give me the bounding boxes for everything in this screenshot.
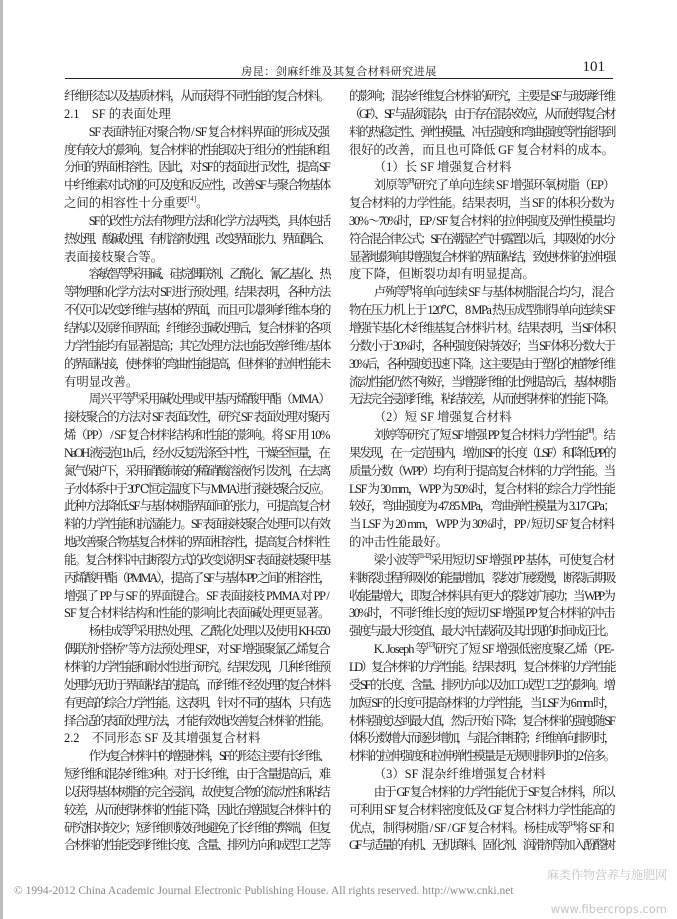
text-line: 纤维形态以及基质材料，从而获得不同性能的复合材料。 xyxy=(64,89,329,103)
left-column xyxy=(64,88,330,855)
text-line: 显著地影响其增强复合材料的界面粘结，致使材料的拉伸强 xyxy=(349,249,615,264)
text-line: 合材料的性能受到纤维长度、含量、排列方向和成型工艺等 xyxy=(64,838,330,853)
citation-ref: [6] xyxy=(132,391,138,400)
text-line: 料的力学性能和抗湿能力。SF 表面接枝聚合处理可以有效 xyxy=(64,517,330,532)
text-line: （GF）、SF 与晶须混杂，由于存在混杂效应，从而使得复合材 xyxy=(349,106,615,121)
text-line: 刘婷等研究了短 SF 增强 PP 复合材料力学性能[10]。结 xyxy=(373,427,615,443)
text-line: 容敏智等[5]采用碱、硅烷偶联剂、乙酰化、氰乙基化、热 xyxy=(88,266,330,282)
subsection-heading: （2）短 SF 增强复合材料 xyxy=(373,410,512,425)
text-line: 偶联剂“搭桥” 等方法预处理 SF，对 SF 增强聚氯乙烯复合 xyxy=(64,642,330,657)
paragraph xyxy=(64,213,330,267)
running-title: 房昆：剑麻纤维及其复合材料研究进展 xyxy=(241,66,437,78)
text-line: 分数小于 30%时，各种强度保持较好；当 SF 体积分数大于 xyxy=(349,338,615,353)
text-line: 有明显改善。 xyxy=(64,374,139,389)
text-line: 体积分数增大而逐步增加，与混合律相符；纤维单向排列时， xyxy=(349,731,614,746)
text-line: 加短 SF 的长度可提高材料的力学性能，当 LSF 为 6 mm 时， xyxy=(349,695,615,710)
text-line: 无法完全浸润纤维，粘结较差，从而使得材料的性能下降。 xyxy=(349,392,615,407)
citation-ref: [14] xyxy=(568,819,576,828)
paragraph xyxy=(349,641,615,766)
citation-ref: [9] xyxy=(406,284,412,293)
text-line: 的影响；混杂纤维复合材料的研究，主要是 SF 与玻璃纤维 xyxy=(349,89,615,103)
text-line: 表面接枝聚合等。 xyxy=(64,249,164,264)
text-line: 以获得基体树脂的完全浸润，故使复合物的流动性和粘结 xyxy=(64,784,329,799)
text-line: GF 与适量的有机、无机填料、固化剂、润滑剂等加入酚醛树 xyxy=(349,838,614,853)
text-line: 刘原等[8]研究了单向连续 SF 增强环氧树脂（EP） xyxy=(373,177,615,193)
text-line: 材料强度达到最大值，然后开始下降；复合材料的强度随 SF xyxy=(349,713,614,728)
text-line: LD）复合材料的力学性能。结果表明，复合材料的力学性能 xyxy=(349,660,615,674)
text-line: 地改善聚合物基复合材料的界面相容性，提高复合材料性 xyxy=(64,535,329,550)
paragraph xyxy=(64,748,330,855)
text-line: 不仅可以改变纤维与基体的界面，而且可以影响纤维本身的 xyxy=(64,303,330,318)
paragraph xyxy=(349,177,615,284)
text-line: 力学性能均有显著提高；其它处理方法也能改善纤维 / 基体 xyxy=(64,338,330,353)
text-line: 分间的界面相容性。因此，对 SF 的表面进行改性，提高 SF xyxy=(64,160,329,175)
text-line: 流动性能仍然不够好，当增强纤维的比例提高后，基体树脂 xyxy=(349,374,615,389)
paragraph xyxy=(64,623,330,730)
paragraph xyxy=(64,88,330,106)
watermark-url: www.fibercrops.com xyxy=(550,902,667,916)
text-line: 较差，从而使得材料的性能下降，因此在增强复合材料中的 xyxy=(64,802,330,817)
text-line: 丙烯酸甲酯（PMMA），提高了 SF 与基体 PP 之间的相容性， xyxy=(64,570,330,585)
page-number: 101 xyxy=(582,59,605,75)
text-line: 增强了 PP 与 SF 的界面键合。SF 表面接枝 PMMA 对 PP / xyxy=(64,588,329,603)
text-line: SF 的改性方法有物理方法和化学方法两类，具体包括 xyxy=(88,213,330,228)
text-line: 度有较大的影响。复合材料的性能取决于组分的性能和组 xyxy=(64,142,329,157)
text-line: 接枝聚合的方法对 SF 表面改性，研究 SF 表面处理对聚丙 xyxy=(64,410,329,425)
text-line: 烯（PP） / SF 复合材料结构和性能的影响。将 SF 用 10% xyxy=(64,428,330,443)
text-line: 等物理和化学方法对 SF 进行预处理。结果表明，各种方法 xyxy=(64,285,330,300)
text-line: 30%～70%时，EP / SF 复合材料的拉伸强度及弹性模量均 xyxy=(349,213,614,228)
text-line: 符合混合律公式；SF 在潮湿空气中露置以后，其吸收的水分 xyxy=(349,231,614,246)
text-line: 受 SF 的长度、含量、排列方向以及加工成型工艺的影响。增 xyxy=(349,677,614,692)
text-line: 处理均无助于界面粘结的提高，而纤维不经处理的复合材料 xyxy=(64,677,330,692)
text-line: 择合适的表面处理方法，才能有效地改善复合材料的性能。 xyxy=(64,713,330,728)
section-heading: 2.1 SF 的表面处理 xyxy=(64,106,171,121)
text-line: 杨桂成等[7]采用热处理、乙酰化处理以及使用 KH-550 xyxy=(88,623,330,639)
text-line: 有更高的综合力学性能。这表明，针对不同的基体，只有选 xyxy=(64,695,330,710)
text-line: SF 表面特征对聚合物 / SF 复合材料界面的形成及强 xyxy=(88,124,329,139)
text-line: 料断裂过程所吸收的能量增加，裂纹扩展缓慢，断裂后期吸 xyxy=(349,570,615,585)
paragraph xyxy=(64,391,330,623)
text-line: 氮气保护下，采用硝酸铈铵的稀硝酸溶液作引发剂，在去离 xyxy=(64,463,330,478)
text-line: 增强苄基化木纤维基复合材料片材。结果表明，当 SF 体积 xyxy=(349,320,615,335)
subsection-heading: （1）长 SF 增强复合材料 xyxy=(373,160,512,175)
paragraph xyxy=(64,266,330,391)
text-line: 30%后，各种强度迅速下降。这主要是由于塑化的植物纤维 xyxy=(349,356,615,371)
text-line: 研究相对较少；短纤维则较好地避免了长纤维的弊端，但复 xyxy=(64,820,330,835)
text-line: 复合材料的力学性能。结果表明，当 SF 的体积分数为 xyxy=(349,196,614,211)
paragraph xyxy=(349,284,615,409)
text-line: 热处理、酸碱处理、有机溶剂处理、改变界面张力、界面偶合、 xyxy=(64,231,329,246)
paragraph xyxy=(64,124,330,213)
text-line: 卢殉等[9]将单向连续 SF 与基体树脂混合均匀，混合 xyxy=(373,284,614,300)
citation-ref: [13] xyxy=(426,641,435,650)
text-line: 材料的力学性能和耐水性进行研究。结果发现，几种纤维预 xyxy=(64,660,330,674)
text-line: 较好，弯曲强度为 47.85 MPa，弯曲弹性模量为 3.17 GPa； xyxy=(349,499,615,514)
watermark-text: 麻类作物营养与施肥网 xyxy=(546,868,667,882)
text-line: 强度与最大形变值、最大冲击载荷及其出现的时间成正比。 xyxy=(349,624,615,639)
text-line: 周兴平等[6]采用碱处理或甲基丙烯酸甲酯（MMA） xyxy=(88,391,330,407)
section-heading: 2.2 不同形态 SF 及其增强复合材料 xyxy=(64,731,261,746)
page-edge xyxy=(0,0,3,919)
text-line: LSF 为 30 mm，WPP 为 50%时，复合材料的综合力学性能 xyxy=(349,481,615,496)
copyright-footer: © 1994-2012 China Academic Journal Electronic Publishing House. All rights reserved. http://www.cnki.net xyxy=(14,885,514,897)
text-line: 的冲击性能最好。 xyxy=(349,535,449,550)
citation-ref: [7] xyxy=(131,623,136,632)
text-line: 度下降，但断裂功却有明显提高。 xyxy=(349,267,535,282)
text-line: 此种方法降低 SF 与基体树脂界面间的张力，可提高复合材 xyxy=(64,499,330,514)
text-line: K. Joseph 等[13]研究了短 SF 增强低密度聚乙烯（PE- xyxy=(373,641,614,657)
text-line: 质量分数（WPP）均有利于提高复合材料的力学性能。当 xyxy=(349,463,615,478)
text-line: 结构以及原纤间界面；纤维经过碱处理后，复合材料的各项 xyxy=(64,320,330,335)
subsection-heading: （3）SF 混杂纤维增强复合材料 xyxy=(373,767,546,782)
citation-ref: [4] xyxy=(187,195,197,204)
text-line: 料的热稳定性、弹性模量、冲击强度和弯曲强度等性能得到 xyxy=(349,124,615,139)
citation-ref: [11-12] xyxy=(418,551,430,560)
running-header xyxy=(65,59,613,79)
text-line: 子水体系中于 30℃恒定温度下与 MMA 进行接枝聚合反应。 xyxy=(64,481,330,496)
text-line: 优点，制得树脂 / SF / GF 复合材料。杨桂成等[14]将 SF 和 xyxy=(349,819,614,835)
text-line: 物在压力机上于 120℃，8 MPa 热压成型制得单向连续 SF xyxy=(349,303,615,318)
text-line: 之间的相容性十分重要[4]。 xyxy=(64,195,209,211)
text-line: 梁小波等[11-12]采用短切 SF 增强 PP 基体，可使复合材 xyxy=(373,551,615,567)
text-line: 作为复合材料中的增强材料，SF 的形态主要有长纤维、 xyxy=(88,749,329,764)
text-line: 果发现，在一定范围内，增加 SF 的长度（LSF）和降低 PP 的 xyxy=(349,445,615,460)
text-line: 能。复合材料冲击断裂方式的改变说明 SF 表面接枝聚甲基 xyxy=(64,552,330,567)
citation-ref: [8] xyxy=(408,177,414,186)
text-line: NaOH 液浸泡 1 h 后，经水反复洗涤至中性，干燥至恒量，在 xyxy=(64,445,329,460)
text-line: 短纤维和混杂纤维 3 种。对于长纤维，由于含量提高后，难 xyxy=(64,767,330,782)
right-column xyxy=(349,88,615,855)
text-line: 30%时，不同纤维长度的短切 SF 增强 PP 复合材料的冲击 xyxy=(349,606,615,621)
paragraph xyxy=(349,784,615,855)
paragraph xyxy=(349,552,615,641)
text-line: 中纤维素对试剂的可及度和反应性，改善 SF 与聚合物基体 xyxy=(64,178,330,193)
text-line: 材料的拉伸强度和拉伸弹性模量是无规则排列时的 2 倍多。 xyxy=(349,749,615,764)
text-line: 由于 GF 复合材料的力学性能优于 SF 复合材料，所以 xyxy=(373,784,614,799)
citation-ref: [10] xyxy=(586,427,593,436)
text-line: 当 LSF 为 20 mm，WPP 为 30%时，PP / 短切 SF 复合材料 xyxy=(349,517,614,532)
citation-ref: [5] xyxy=(128,266,130,275)
text-line: 收能量增大，即复合材料具有更大的裂纹扩展功；当 WPP 为 xyxy=(349,588,614,603)
text-line: SF 复合材料结构和性能的影响比表面碱处理更显著。 xyxy=(64,606,330,621)
paragraph xyxy=(349,427,615,552)
paragraph xyxy=(349,88,615,159)
text-line: 很好的改善，而且也可降低 GF 复合材料的成本。 xyxy=(349,142,614,157)
text-line: 可利用 SF 复合材料密度低及 GF 复合材料力学性能高的 xyxy=(349,802,615,817)
text-line: 的界面粘接，使材料的弯曲性能提高，但材料的拉伸性能未 xyxy=(64,356,330,371)
